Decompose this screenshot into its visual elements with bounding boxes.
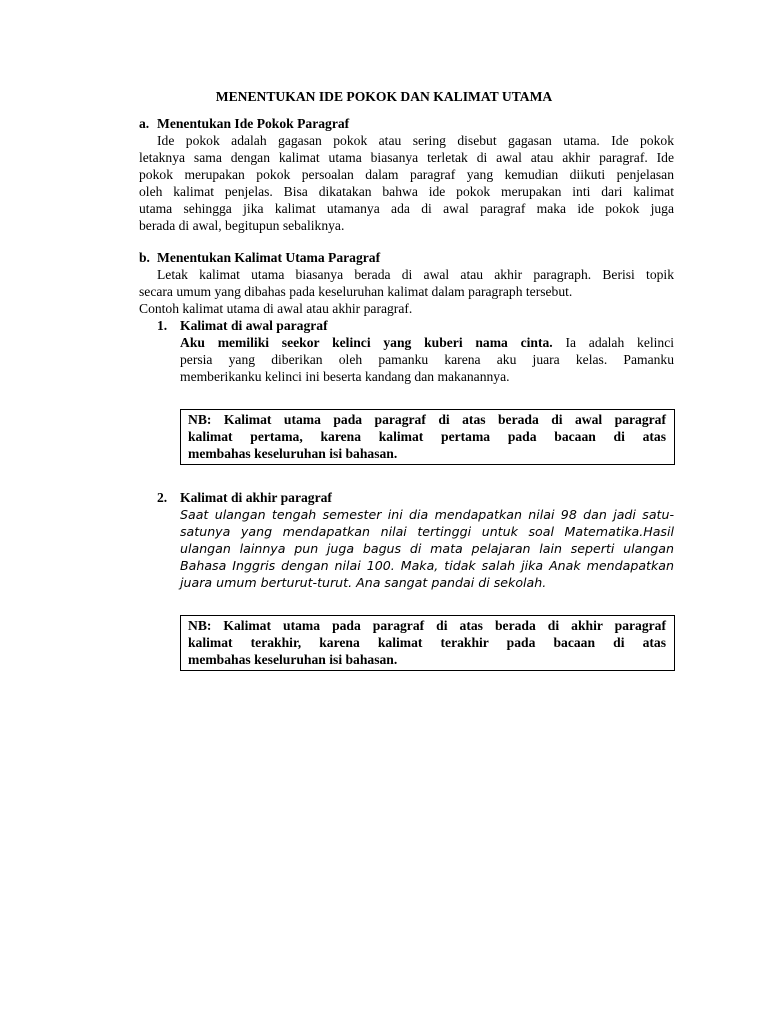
item-2-title: Kalimat di akhir paragraf: [180, 490, 332, 505]
item-1-paragraph: [180, 334, 674, 385]
item-2-paragraph: [180, 506, 674, 591]
page-title: MENENTUKAN IDE POKOK DAN KALIMAT UTAMA: [215, 89, 553, 104]
item-2-heading: [157, 489, 332, 506]
sentence-rest: Ia adalah kelinci: [552, 335, 675, 350]
paragraph-line: memberikanku kelinci ini beserta kandang dan makanannya.: [180, 369, 510, 384]
paragraph-line: ulangan lainnya pun juga bagus di mata pelajaran lain seperti ulangan: [180, 541, 674, 556]
paragraph-line: Bahasa Inggris dengan nilai 100. Maka, tidak salah jika Anak mendapatkan: [180, 558, 674, 573]
paragraph-line: utama sehingga jika kalimat utamanya ada di awal paragraf maka ide pokok juga: [139, 201, 674, 216]
section-b-letter: b.: [139, 250, 150, 265]
section-a-paragraph: [139, 132, 674, 234]
paragraph-line: Contoh kalimat utama di awal atau akhir paragraf.: [139, 301, 413, 316]
item-1-heading: [157, 317, 328, 334]
section-b-title: Menentukan Kalimat Utama Paragraf: [157, 250, 381, 265]
nb-line: membahas keseluruhan isi bahasan.: [188, 652, 398, 667]
section-b-heading: [139, 249, 380, 266]
item-2-number: 2.: [157, 490, 168, 505]
section-a-letter: a.: [139, 116, 150, 131]
nb-line: NB: Kalimat utama pada paragraf di atas berada di awal paragraf: [188, 412, 666, 427]
topic-sentence: Aku memiliki seekor kelinci yang kuberi nama cinta.: [180, 335, 553, 350]
section-b-paragraph: [139, 266, 674, 317]
paragraph-line: juara umum berturut-turut. Ana sangat pandai di sekolah.: [180, 575, 547, 590]
nb-box-1: [180, 409, 675, 465]
paragraph-line: Letak kalimat utama biasanya berada di awal atau akhir paragraph. Berisi topik: [157, 267, 674, 282]
section-a-title: Menentukan Ide Pokok Paragraf: [157, 116, 350, 131]
nb-line: NB: Kalimat utama pada paragraf di atas berada di akhir paragraf: [188, 618, 666, 633]
paragraph-line: oleh kalimat penjelas. Bisa dikatakan bahwa ide pokok merupakan inti dari kalimat: [139, 184, 674, 199]
section-a-heading: [139, 115, 349, 132]
nb-line: kalimat terakhir, karena kalimat terakhir pada bacaan di atas: [188, 635, 666, 650]
paragraph-line: satunya yang mendapatkan nilai tertinggi untuk soal Matematika.Hasil: [180, 524, 674, 539]
paragraph-line: [180, 334, 674, 351]
nb-line: kalimat pertama, karena kalimat pertama pada bacaan di atas: [188, 429, 666, 444]
item-1-number: 1.: [157, 318, 168, 333]
paragraph-line: pokok merupakan pokok persoalan dalam paragraf yang kemudian diikuti penjelasan: [139, 167, 674, 182]
nb-line: membahas keseluruhan isi bahasan.: [188, 446, 398, 461]
paragraph-line: Saat ulangan tengah semester ini dia mendapatkan nilai 98 dan jadi satu-: [180, 507, 674, 522]
paragraph-line: secara umum yang dibahas pada keseluruhan kalimat dalam paragraph tersebut.: [139, 284, 573, 299]
paragraph-line: persia yang diberikan oleh pamanku karena aku juara kelas. Pamanku: [180, 352, 674, 367]
paragraph-line: berada di awal, begitupun sebaliknya.: [139, 218, 345, 233]
nb-box-2: [180, 615, 675, 671]
paragraph-line: Ide pokok adalah gagasan pokok atau sering disebut gagasan utama. Ide pokok: [157, 133, 674, 148]
paragraph-line: letaknya sama dengan kalimat utama biasanya terletak di awal atau akhir paragraf. Ide: [139, 150, 674, 165]
item-1-title: Kalimat di awal paragraf: [180, 318, 328, 333]
